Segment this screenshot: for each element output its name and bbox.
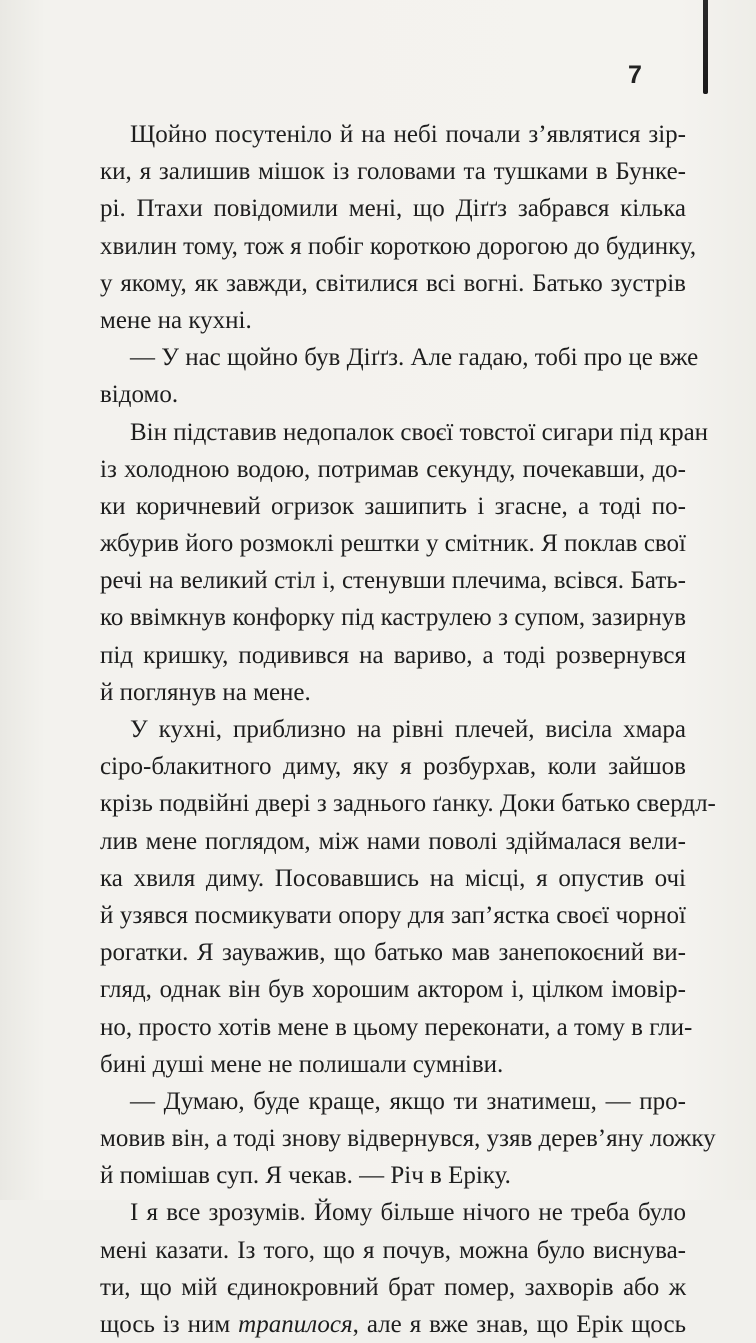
text-line: мовив він, а тоді знову відвернувся, узяв дерев’яну ложку <box>100 1125 716 1153</box>
text-line: речі на великий стіл і, стенувши плечима, всівся. Бать- <box>100 567 686 595</box>
paragraph <box>100 414 709 712</box>
body-text <box>100 116 716 1343</box>
text-segment: щось із ним <box>100 1311 239 1338</box>
text-line: ко ввімкнув конфорку під каструлею з супом, зазирнув <box>100 604 686 632</box>
text-line: гляд, однак він був хорошим актором і, цілком імовір- <box>100 976 686 1004</box>
paragraph <box>100 116 697 339</box>
paragraph <box>100 339 699 413</box>
paragraph <box>100 1083 716 1195</box>
page-edge-shadow <box>703 0 708 94</box>
text-line <box>100 1306 686 1343</box>
text-line: сіро-блакитного диму, яку я розбурхав, коли зайшов <box>100 753 686 781</box>
emphasized-word: трапилося <box>238 1311 353 1338</box>
text-line: но, просто хотів мене в цьому переконати, а тому в гли- <box>100 1013 693 1041</box>
text-segment: , але я вже знав, що Ерік щось <box>352 1311 686 1338</box>
text-line: й поглянув на мене. <box>100 678 311 706</box>
text-line: хвилин тому, тож я побіг короткою дорогою до будинку, <box>100 232 697 260</box>
text-line: мені казати. Із того, що я почув, можна було виснува- <box>100 1236 686 1264</box>
text-line: й помішав суп. Я чекав. — Річ в Еріку. <box>100 1162 511 1190</box>
text-line: крізь подвійні двері з заднього ґанку. Доки батько свердл- <box>100 790 716 818</box>
text-line: лив мене поглядом, між нами поволі здіймалася вели- <box>100 827 686 855</box>
page-number: 7 <box>628 61 642 89</box>
text-line: ка хвиля диму. Посовавшись на місці, я опустив очі <box>100 864 686 892</box>
text-line: під кришку, подивився на вариво, а тоді розвернувся <box>100 641 686 669</box>
paragraph <box>100 1194 686 1343</box>
text-line: — У нас щойно був Діґґз. Але гадаю, тобі про це вже <box>130 344 699 372</box>
text-line: І я все зрозумів. Йому більше нічого не треба було <box>130 1199 686 1227</box>
text-line: рі. Птахи повідомили мені, що Діґґз забрався кілька <box>100 195 686 223</box>
text-line: із холодною водою, потримав секунду, почекавши, до- <box>100 455 686 483</box>
text-line: мене на кухні. <box>100 306 252 334</box>
text-line: Щойно посутеніло й на небі почали з’являтися зір- <box>130 121 686 148</box>
text-line: ти, що мій єдинокровний брат помер, захворів або ж <box>100 1273 686 1301</box>
text-line: бині душі мене не полишали сумніви. <box>100 1050 504 1078</box>
text-line: — Думаю, буде краще, якщо ти знатимеш, — про- <box>130 1087 686 1115</box>
text-line: У кухні, приблизно на рівні плечей, висіла хмара <box>130 716 686 743</box>
text-line: й узявся посмикувати опору для зап’ястка своєї чорної <box>100 901 686 929</box>
text-line: жбурив його розмоклі рештки у смітник. Я поклав свої <box>100 530 686 558</box>
text-line: ки коричневий огризок зашипить і згасне, а тоді по- <box>100 492 686 520</box>
text-line: рогатки. Я зауважив, що батько мав занепокоєний ви- <box>100 939 686 967</box>
text-line: ки, я залишив мішок із головами та тушками в Бунке- <box>100 158 686 186</box>
text-line: Він підставив недопалок своєї товстої сигари під кран <box>130 418 709 446</box>
paragraph <box>100 711 716 1083</box>
text-line: у якому, як завжди, світилися всі вогні. Батько зустрів <box>100 269 686 297</box>
text-line: відомо. <box>100 381 179 409</box>
